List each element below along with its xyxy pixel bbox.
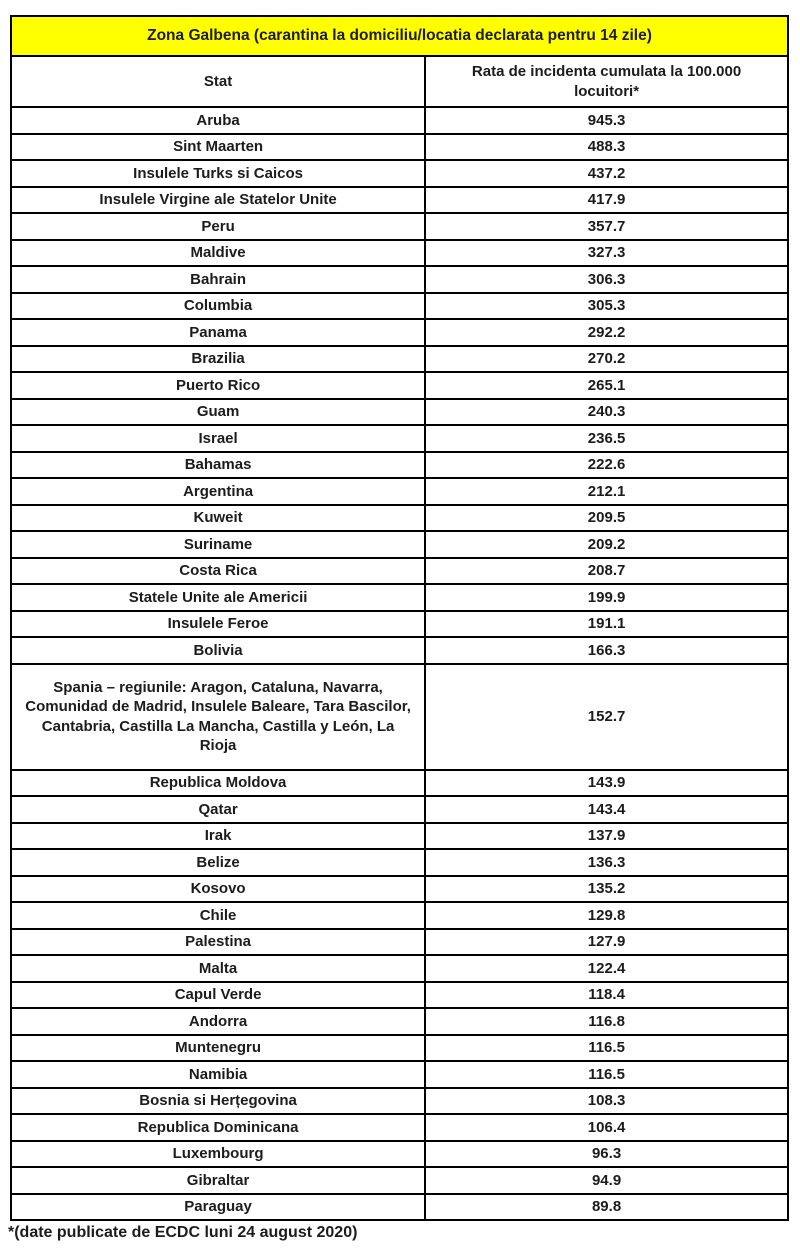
table-row: [11, 134, 788, 161]
stat-cell: Maldive: [11, 240, 425, 267]
rate-cell: 94.9: [425, 1167, 788, 1194]
rate-cell: 306.3: [425, 266, 788, 293]
rate-cell: 240.3: [425, 399, 788, 426]
table-row: [11, 213, 788, 240]
table-row: [11, 770, 788, 797]
rate-cell: 152.7: [425, 664, 788, 770]
stat-cell: Puerto Rico: [11, 372, 425, 399]
stat-cell: Qatar: [11, 796, 425, 823]
rate-cell: 208.7: [425, 558, 788, 585]
rate-cell: 96.3: [425, 1141, 788, 1168]
table-row: [11, 823, 788, 850]
stat-cell: Aruba: [11, 107, 425, 134]
stat-cell: Argentina: [11, 478, 425, 505]
table-row: [11, 637, 788, 664]
stat-cell: Malta: [11, 955, 425, 982]
rate-cell: 945.3: [425, 107, 788, 134]
table-title-row: [11, 16, 788, 56]
column-header-rate: Rata de incidenta cumulata la 100.000 locuitori*: [425, 56, 788, 107]
table-row: [11, 478, 788, 505]
table-row: [11, 425, 788, 452]
stat-cell: Republica Dominicana: [11, 1114, 425, 1141]
column-header-row: [11, 56, 788, 107]
stat-cell: Irak: [11, 823, 425, 850]
stat-cell: Insulele Virgine ale Statelor Unite: [11, 187, 425, 214]
column-header-stat: Stat: [11, 56, 425, 107]
stat-cell: Gibraltar: [11, 1167, 425, 1194]
stat-cell: Columbia: [11, 293, 425, 320]
rate-cell: 209.5: [425, 505, 788, 532]
table-row: [11, 372, 788, 399]
stat-cell: Chile: [11, 902, 425, 929]
stat-cell: Kuweit: [11, 505, 425, 532]
footnote: *(date publicate de ECDC luni 24 august 2020): [8, 1224, 358, 1241]
rate-cell: 89.8: [425, 1194, 788, 1221]
stat-cell: Israel: [11, 425, 425, 452]
rate-cell: 417.9: [425, 187, 788, 214]
table-row: [11, 266, 788, 293]
rate-cell: 357.7: [425, 213, 788, 240]
table-row: [11, 107, 788, 134]
table-row: [11, 531, 788, 558]
stat-cell: Suriname: [11, 531, 425, 558]
rate-cell: 212.1: [425, 478, 788, 505]
rate-cell: 116.8: [425, 1008, 788, 1035]
rate-cell: 292.2: [425, 319, 788, 346]
rate-cell: 135.2: [425, 876, 788, 903]
rate-cell: 222.6: [425, 452, 788, 479]
rate-cell: 437.2: [425, 160, 788, 187]
table-row: [11, 319, 788, 346]
table-row: [11, 1141, 788, 1168]
stat-cell: Republica Moldova: [11, 770, 425, 797]
table-row: [11, 346, 788, 373]
rate-cell: 143.4: [425, 796, 788, 823]
stat-cell: Spania – regiunile: Aragon, Cataluna, Navarra, Comunidad de Madrid, Insulele Baleare, Tara Bascilor, Cantabria, Castilla La Mancha, Castilla y León, La Rioja: [11, 664, 425, 770]
stat-cell: Guam: [11, 399, 425, 426]
table-row: [11, 584, 788, 611]
stat-cell: Kosovo: [11, 876, 425, 903]
table-row: [11, 1167, 788, 1194]
rate-cell: 116.5: [425, 1061, 788, 1088]
table-row: [11, 796, 788, 823]
table-row: [11, 1035, 788, 1062]
table-row: [11, 849, 788, 876]
table-row: [11, 187, 788, 214]
rate-cell: 488.3: [425, 134, 788, 161]
stat-cell: Statele Unite ale Americii: [11, 584, 425, 611]
stat-cell: Bahrain: [11, 266, 425, 293]
rate-cell: 136.3: [425, 849, 788, 876]
rate-cell: 265.1: [425, 372, 788, 399]
rate-cell: 236.5: [425, 425, 788, 452]
rate-cell: 199.9: [425, 584, 788, 611]
stat-cell: Bolivia: [11, 637, 425, 664]
rate-cell: 108.3: [425, 1088, 788, 1115]
stat-cell: Panama: [11, 319, 425, 346]
rate-cell: 209.2: [425, 531, 788, 558]
rate-cell: 116.5: [425, 1035, 788, 1062]
rate-cell: 191.1: [425, 611, 788, 638]
stat-cell: Insulele Turks si Caicos: [11, 160, 425, 187]
table-row: [11, 1088, 788, 1115]
rate-cell: 129.8: [425, 902, 788, 929]
stat-cell: Luxembourg: [11, 1141, 425, 1168]
stat-cell: Bosnia si Herțegovina: [11, 1088, 425, 1115]
rate-cell: 270.2: [425, 346, 788, 373]
table-row: [11, 240, 788, 267]
stat-cell: Insulele Feroe: [11, 611, 425, 638]
table-row: [11, 1008, 788, 1035]
rate-cell: 122.4: [425, 955, 788, 982]
table-title: Zona Galbena (carantina la domiciliu/locatia declarata pentru 14 zile): [11, 16, 788, 56]
rate-cell: 305.3: [425, 293, 788, 320]
rate-cell: 137.9: [425, 823, 788, 850]
table-row: [11, 1194, 788, 1221]
rate-cell: 327.3: [425, 240, 788, 267]
table-row: [11, 902, 788, 929]
table-row: [11, 452, 788, 479]
stat-cell: Capul Verde: [11, 982, 425, 1009]
stat-cell: Andorra: [11, 1008, 425, 1035]
rate-cell: 166.3: [425, 637, 788, 664]
rate-cell: 106.4: [425, 1114, 788, 1141]
table-row: [11, 611, 788, 638]
rate-cell: 127.9: [425, 929, 788, 956]
stat-cell: Paraguay: [11, 1194, 425, 1221]
table-row: [11, 876, 788, 903]
rate-cell: 118.4: [425, 982, 788, 1009]
table-body: [11, 107, 788, 1220]
table-row: [11, 1061, 788, 1088]
stat-cell: Belize: [11, 849, 425, 876]
stat-cell: Namibia: [11, 1061, 425, 1088]
table-row: [11, 160, 788, 187]
table-row: [11, 293, 788, 320]
table-row: [11, 1114, 788, 1141]
yellow-zone-table-container: [10, 15, 789, 1221]
rate-cell: 143.9: [425, 770, 788, 797]
table-row: [11, 664, 788, 770]
stat-cell: Costa Rica: [11, 558, 425, 585]
table-row: [11, 399, 788, 426]
stat-cell: Palestina: [11, 929, 425, 956]
table-row: [11, 955, 788, 982]
table-row: [11, 558, 788, 585]
stat-cell: Bahamas: [11, 452, 425, 479]
table-row: [11, 505, 788, 532]
stat-cell: Brazilia: [11, 346, 425, 373]
stat-cell: Peru: [11, 213, 425, 240]
stat-cell: Muntenegru: [11, 1035, 425, 1062]
stat-cell: Sint Maarten: [11, 134, 425, 161]
yellow-zone-table: [10, 15, 789, 1221]
table-row: [11, 929, 788, 956]
table-row: [11, 982, 788, 1009]
